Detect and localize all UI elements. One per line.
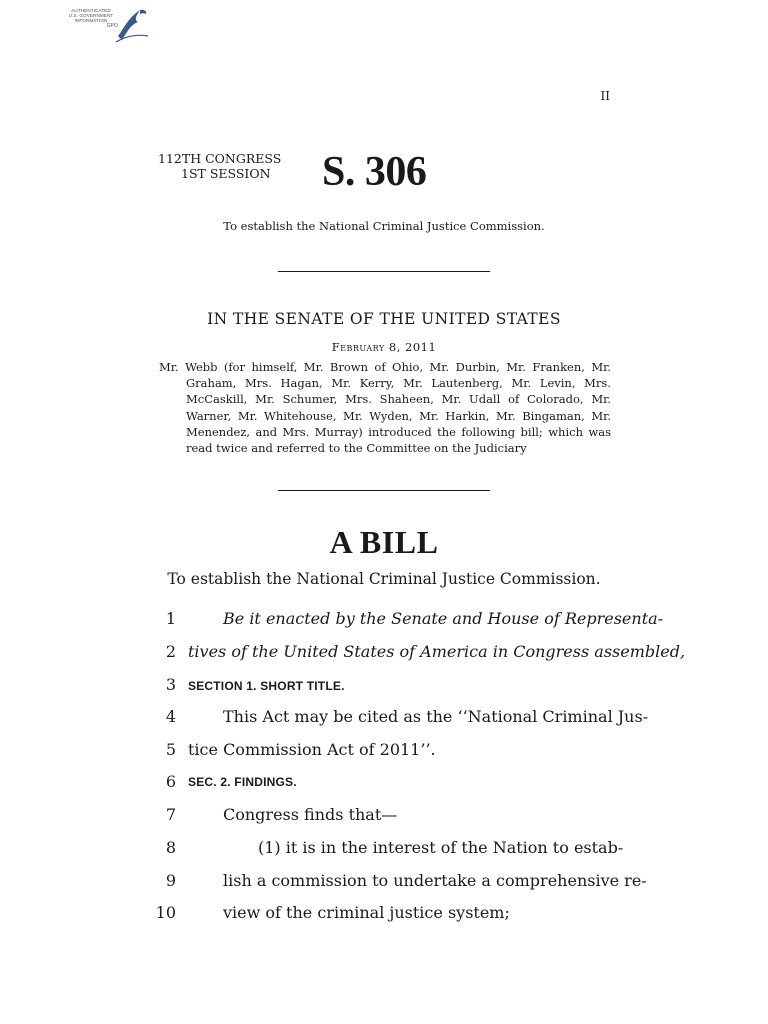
bill-heading: A BILL (329, 524, 439, 560)
gpo-authentication-seal (62, 4, 152, 46)
bill-text-line: Congress finds that— (223, 805, 398, 824)
divider-rule (278, 271, 490, 272)
bill-number: S. 306 (322, 149, 427, 195)
line-number: 2 (165, 642, 176, 661)
line-number: 9 (165, 871, 176, 890)
bill-text-line: view of the criminal justice system; (223, 903, 510, 922)
seal-line-1: AUTHENTICATED (71, 8, 111, 13)
line-number: 6 (165, 772, 176, 791)
line-number: 1 (165, 609, 176, 628)
session-word: ST SESSION (188, 166, 271, 181)
enacting-clause-line: tives of the United States of America in Congress assembled, (188, 642, 686, 661)
bill-title: To establish the National Criminal Justice Commission. (167, 570, 601, 588)
line-number: 8 (165, 838, 176, 857)
enacting-clause-line: Be it enacted by the Senate and House of Representa- (223, 609, 664, 628)
seal-line-3: INFORMATION (74, 18, 108, 24)
seal-line-2: U.S. GOVERNMENT (68, 13, 114, 19)
page-mark: II (600, 89, 610, 103)
section-heading: SEC. 2. FINDINGS. (188, 775, 297, 789)
congress-suffix: TH (181, 151, 202, 166)
seal-gpo-mark: GPO (106, 22, 118, 29)
line-number: 10 (155, 903, 176, 922)
congress-line (158, 151, 281, 166)
line-number: 7 (165, 805, 176, 824)
introduction-date: February 8, 2011 (331, 340, 437, 354)
bill-text-line: tice Commission Act of 2011’’. (188, 740, 436, 759)
chamber-heading: IN THE SENATE OF THE UNITED STATES (207, 310, 561, 328)
session-line (158, 166, 281, 181)
congress-session-block (158, 151, 281, 181)
seal-caption (62, 8, 120, 29)
section-heading: SECTION 1. SHORT TITLE. (188, 679, 345, 693)
bill-text-line: (1) it is in the interest of the Nation to estab- (258, 838, 624, 857)
eagle-icon (114, 6, 150, 44)
congress-word: CONGRESS (205, 151, 282, 166)
bill-text-line: This Act may be cited as the ‘‘National Criminal Jus- (223, 707, 649, 726)
bill-text-line: lish a commission to undertake a comprehensive re- (223, 871, 647, 890)
line-number: 4 (165, 707, 176, 726)
session-number: 1 (181, 166, 189, 181)
congress-number: 112 (158, 151, 182, 166)
bill-purpose: To establish the National Criminal Justice Commission. (223, 219, 545, 233)
sponsors-paragraph: Mr. Webb (for himself, Mr. Brown of Ohio, Mr. Durbin, Mr. Franken, Mr. Graham, Mrs. Hagan, Mr. Kerry, Mr. Lautenberg, Mr. Levin, Mrs. McCaskill, Mr. Schumer, Mrs. Shaheen, Mr. Udall of Colorado, Mr. Warner, Mr. Whitehouse, Mr. Wyden, Mr. Harkin, Mr. Bingaman, Mr. Menendez, and Mrs. Murray) introduced the following bill; which was read twice and referred to the Committee on the Judiciary (159, 360, 611, 456)
line-number: 5 (165, 740, 176, 759)
divider-rule (278, 490, 490, 491)
line-number: 3 (165, 675, 176, 694)
